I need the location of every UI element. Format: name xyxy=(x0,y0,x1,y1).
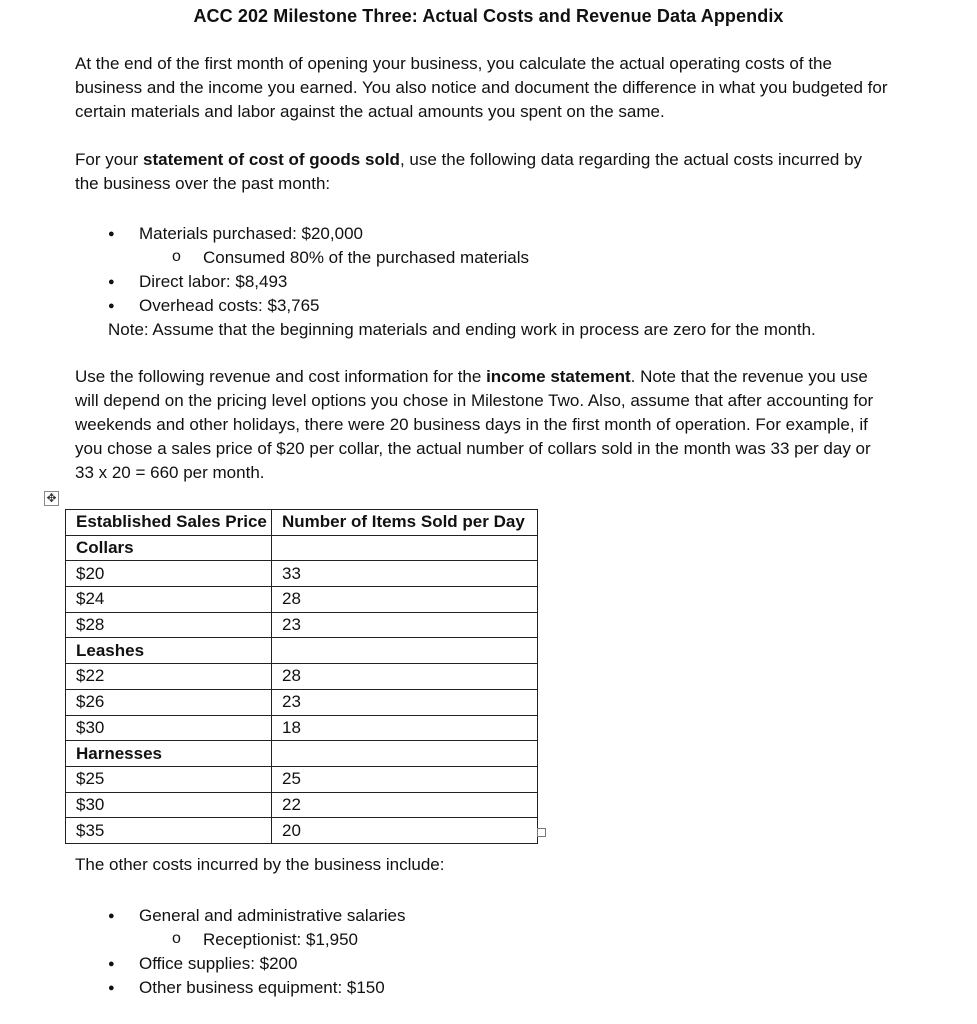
table-row xyxy=(66,587,538,613)
list-item-materials: ● Materials purchased: $20,000 xyxy=(108,222,529,246)
price-cell: $22 xyxy=(66,664,272,690)
document-title: ACC 202 Milestone Three: Actual Costs and Revenue Data Appendix xyxy=(193,6,784,26)
table-row xyxy=(66,818,538,844)
qty-cell: 22 xyxy=(272,792,538,818)
qty-cell: 28 xyxy=(272,664,538,690)
qty-cell: 23 xyxy=(272,689,538,715)
table-move-handle-icon[interactable]: ✥ xyxy=(44,491,59,506)
group-label: Collars xyxy=(66,535,272,561)
qty-cell: 33 xyxy=(272,561,538,587)
price-cell: $28 xyxy=(66,612,272,638)
cogs-list xyxy=(108,222,529,318)
list-item-overhead: ● Overhead costs: $3,765 xyxy=(108,294,529,318)
group-row-collars xyxy=(66,535,538,561)
cogs-text-bold: statement of cost of goods sold xyxy=(143,150,400,169)
intro-paragraph: At the end of the first month of opening your business, you calculate the actual operating costs of the business and the income you earned. You also notice and document the difference in what you budgeted for certain materials and labor against the actual amounts you spent on the same. xyxy=(75,54,888,121)
table-row xyxy=(66,612,538,638)
income-paragraph xyxy=(75,365,890,485)
price-cell: $30 xyxy=(66,792,272,818)
sales-table xyxy=(65,509,538,844)
table-header-row xyxy=(66,510,538,536)
list-item-equipment: ● Other business equipment: $150 xyxy=(108,976,405,1000)
table-row xyxy=(66,792,538,818)
table-row xyxy=(66,689,538,715)
header-items-sold: Number of Items Sold per Day xyxy=(272,510,538,536)
price-cell: $20 xyxy=(66,561,272,587)
cogs-text-before: For your xyxy=(75,150,144,169)
qty-cell: 25 xyxy=(272,766,538,792)
price-cell: $35 xyxy=(66,818,272,844)
note-text: Note: Assume that the beginning materials and ending work in process are zero for the month. xyxy=(108,320,816,339)
table-resize-handle-icon[interactable] xyxy=(537,828,546,837)
group-label: Leashes xyxy=(66,638,272,664)
header-sales-price: Established Sales Price xyxy=(66,510,272,536)
group-row-harnesses xyxy=(66,741,538,767)
group-label: Harnesses xyxy=(66,741,272,767)
table-row xyxy=(66,715,538,741)
list-item-consumed: o Consumed 80% of the purchased materials xyxy=(108,246,529,270)
list-item-salaries: ● General and administrative salaries xyxy=(108,904,405,928)
list-item-direct-labor: ● Direct labor: $8,493 xyxy=(108,270,529,294)
table-row xyxy=(66,561,538,587)
list-item-receptionist: o Receptionist: $1,950 xyxy=(108,928,405,952)
qty-cell: 28 xyxy=(272,587,538,613)
qty-cell: 18 xyxy=(272,715,538,741)
income-text-bold: income statement xyxy=(486,367,631,386)
table-row xyxy=(66,664,538,690)
cogs-paragraph xyxy=(75,148,890,196)
table-row xyxy=(66,766,538,792)
price-cell: $24 xyxy=(66,587,272,613)
group-empty-cell xyxy=(272,638,538,664)
price-cell: $25 xyxy=(66,766,272,792)
group-empty-cell xyxy=(272,741,538,767)
group-empty-cell xyxy=(272,535,538,561)
other-costs-list xyxy=(108,904,405,1000)
list-item-supplies: ● Office supplies: $200 xyxy=(108,952,405,976)
group-row-leashes xyxy=(66,638,538,664)
qty-cell: 20 xyxy=(272,818,538,844)
price-cell: $30 xyxy=(66,715,272,741)
income-text-before: Use the following revenue and cost information for the xyxy=(75,367,487,386)
qty-cell: 23 xyxy=(272,612,538,638)
cogs-text-after: , use the following data regarding the actual costs incurred by the business over the past month: xyxy=(75,150,863,193)
other-costs-intro: The other costs incurred by the business include: xyxy=(75,855,445,874)
income-text-after: . Note that the revenue you use will depend on the pricing level options you chose in Milestone Two. Also, assume that after accounting for weekends and other holidays, there were 20 business days in the first month of operation. For example, if you chose a sales price of $20 per collar, the actual number of collars sold in the month was 33 per day or 33 x 20 = 660 per month. xyxy=(75,367,874,482)
price-cell: $26 xyxy=(66,689,272,715)
